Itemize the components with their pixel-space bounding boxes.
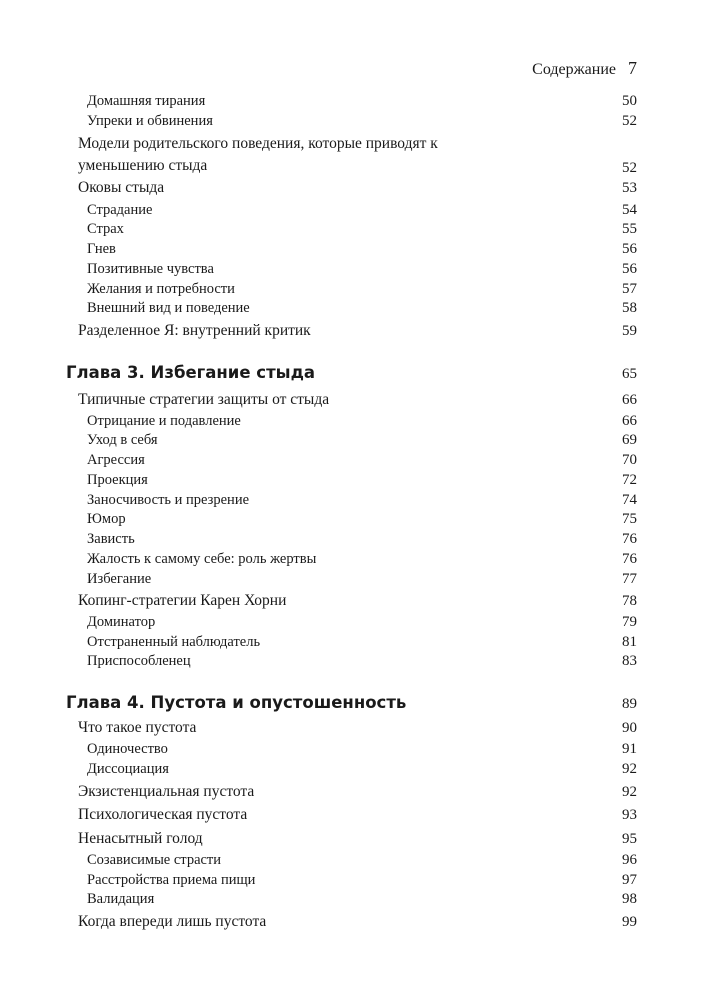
toc-chapter-title: Глава 3. Избегание стыда <box>66 363 316 382</box>
running-header <box>532 58 637 79</box>
toc-entry <box>66 551 637 568</box>
toc-entry <box>66 432 637 449</box>
toc-entry-title: Отстраненный наблюдатель <box>87 634 261 650</box>
toc-entry-page: 91 <box>622 741 637 757</box>
toc-entry <box>66 413 637 430</box>
toc-entry <box>66 202 637 219</box>
toc-entry-page: 53 <box>622 180 637 196</box>
toc-entry-title: Упреки и обвинения <box>87 113 213 129</box>
toc-entry-page: 97 <box>622 872 637 888</box>
toc-entry-title: Одиночество <box>87 741 168 757</box>
toc-entry <box>66 653 637 670</box>
toc-entry <box>66 452 637 469</box>
toc-entry <box>66 830 637 848</box>
toc-entry-page: 89 <box>622 696 637 712</box>
toc-entry-title: Когда впереди лишь пустота <box>78 913 267 930</box>
header-page-number: 7 <box>628 58 637 78</box>
toc-entry-title: Заносчивость и презрение <box>87 492 250 508</box>
toc-entry <box>66 872 637 889</box>
toc-entry <box>66 179 637 197</box>
toc-entry-page: 90 <box>622 720 637 736</box>
toc-entry-page: 95 <box>622 831 637 847</box>
toc-entry-title: Избегание <box>87 571 152 587</box>
toc-entry-title: Модели родительского поведения, которые приводят к уменьшению стыда <box>78 135 438 174</box>
toc-entry-page: 55 <box>622 221 637 237</box>
toc-entry-title: Домашняя тирания <box>87 93 206 109</box>
toc-entry-page: 81 <box>622 634 637 650</box>
toc-entry-page: 98 <box>622 891 637 907</box>
toc-entry-page: 69 <box>622 432 637 448</box>
toc-entry-title: Отрицание и подавление <box>87 413 241 429</box>
toc-entry <box>66 281 637 298</box>
toc-entry-title: Позитивные чувства <box>87 261 214 277</box>
toc-entry-page: 75 <box>622 511 637 527</box>
toc-entry <box>66 719 637 737</box>
toc-entry-page: 57 <box>622 281 637 297</box>
toc-entry <box>66 783 637 801</box>
toc-entry-title: Желания и потребности <box>87 281 235 297</box>
toc-entry <box>66 391 637 409</box>
toc-entry-page: 65 <box>622 366 637 382</box>
toc-entry-title: Страдание <box>87 202 153 218</box>
toc-entry <box>66 741 637 758</box>
toc-entry-page: 66 <box>622 392 637 408</box>
toc-entry-title: Психологическая пустота <box>78 806 248 823</box>
toc-entry <box>66 891 637 908</box>
toc-chapter-title: Глава 4. Пустота и опустошенность <box>66 693 407 712</box>
toc-entry-title: Уход в себя <box>87 432 158 448</box>
toc-entry-page: 58 <box>622 300 637 316</box>
toc-entry-page: 72 <box>622 472 637 488</box>
toc-entry-page: 52 <box>622 160 637 176</box>
toc-entry <box>66 300 637 317</box>
toc-entry-page: 83 <box>622 653 637 669</box>
toc-entry-page: 76 <box>622 531 637 547</box>
toc-entry <box>66 592 637 610</box>
toc-entry-title: Зависть <box>87 531 135 547</box>
toc-entry <box>66 531 637 548</box>
toc-entry-title: Юмор <box>87 511 126 527</box>
toc-entry-title: Экзистенциальная пустота <box>78 783 255 800</box>
toc-entry-title: Расстройства приема пищи <box>87 872 256 888</box>
toc-entry-page: 93 <box>622 807 637 823</box>
toc-entry-title: Созависимые страсти <box>87 852 222 868</box>
toc-entry <box>66 472 637 489</box>
toc-entry-page: 96 <box>622 852 637 868</box>
header-section-name: Содержание <box>532 61 616 78</box>
toc-entry-title: Валидация <box>87 891 155 907</box>
toc-entry-title: Страх <box>87 221 124 237</box>
toc-entry <box>66 852 637 869</box>
toc-entry-title: Типичные стратегии защиты от стыда <box>78 391 330 408</box>
toc-entry <box>66 113 637 130</box>
toc-entry-title: Оковы стыда <box>78 179 165 196</box>
toc-entry-title: Разделенное Я: внутренний критик <box>78 322 311 339</box>
toc-entry <box>66 133 637 177</box>
toc-entry <box>66 511 637 528</box>
toc-entry <box>66 261 637 278</box>
toc-entry-page: 74 <box>622 492 637 508</box>
toc-entry-page: 92 <box>622 784 637 800</box>
toc-entry-title: Диссоциация <box>87 761 169 777</box>
toc-entry-page: 66 <box>622 413 637 429</box>
toc-entry-title: Гнев <box>87 241 116 257</box>
toc-entry-page: 76 <box>622 551 637 567</box>
toc-entry-page: 59 <box>622 323 637 339</box>
toc-entry-page: 52 <box>622 113 637 129</box>
toc-entry-title: Ненасытный голод <box>78 830 203 847</box>
toc-entry-page: 79 <box>622 614 637 630</box>
toc-entry-page: 54 <box>622 202 637 218</box>
toc-entry <box>66 614 637 631</box>
toc-chapter <box>66 363 637 383</box>
toc-entry <box>66 322 637 340</box>
toc-entry <box>66 93 637 110</box>
toc-entry-page: 50 <box>622 93 637 109</box>
toc-entry-title: Проекция <box>87 472 148 488</box>
toc-entry-page: 70 <box>622 452 637 468</box>
toc-entry-page: 77 <box>622 571 637 587</box>
toc-entry <box>66 571 637 588</box>
toc-chapter <box>66 693 637 713</box>
toc-entry-title: Доминатор <box>87 614 156 630</box>
toc-entry <box>66 241 637 258</box>
toc-entry <box>66 492 637 509</box>
toc-entry <box>66 913 637 931</box>
toc-entry <box>66 221 637 238</box>
toc-entry-title: Копинг-стратегии Карен Хорни <box>78 592 287 609</box>
toc-entry-page: 56 <box>622 261 637 277</box>
toc-entry-title: Агрессия <box>87 452 145 468</box>
toc-entry <box>66 634 637 651</box>
toc-entry-title: Жалость к самому себе: роль жертвы <box>87 551 317 567</box>
toc-entry <box>66 806 637 824</box>
toc-entry-page: 99 <box>622 914 637 930</box>
toc-entry <box>66 761 637 778</box>
toc-entry-page: 56 <box>622 241 637 257</box>
toc-entry-title: Приспособленец <box>87 653 191 669</box>
toc-entry-page: 92 <box>622 761 637 777</box>
toc-entry-title: Что такое пустота <box>78 719 197 736</box>
toc-entry-page: 78 <box>622 593 637 609</box>
toc-entry-title: Внешний вид и поведение <box>87 300 250 316</box>
